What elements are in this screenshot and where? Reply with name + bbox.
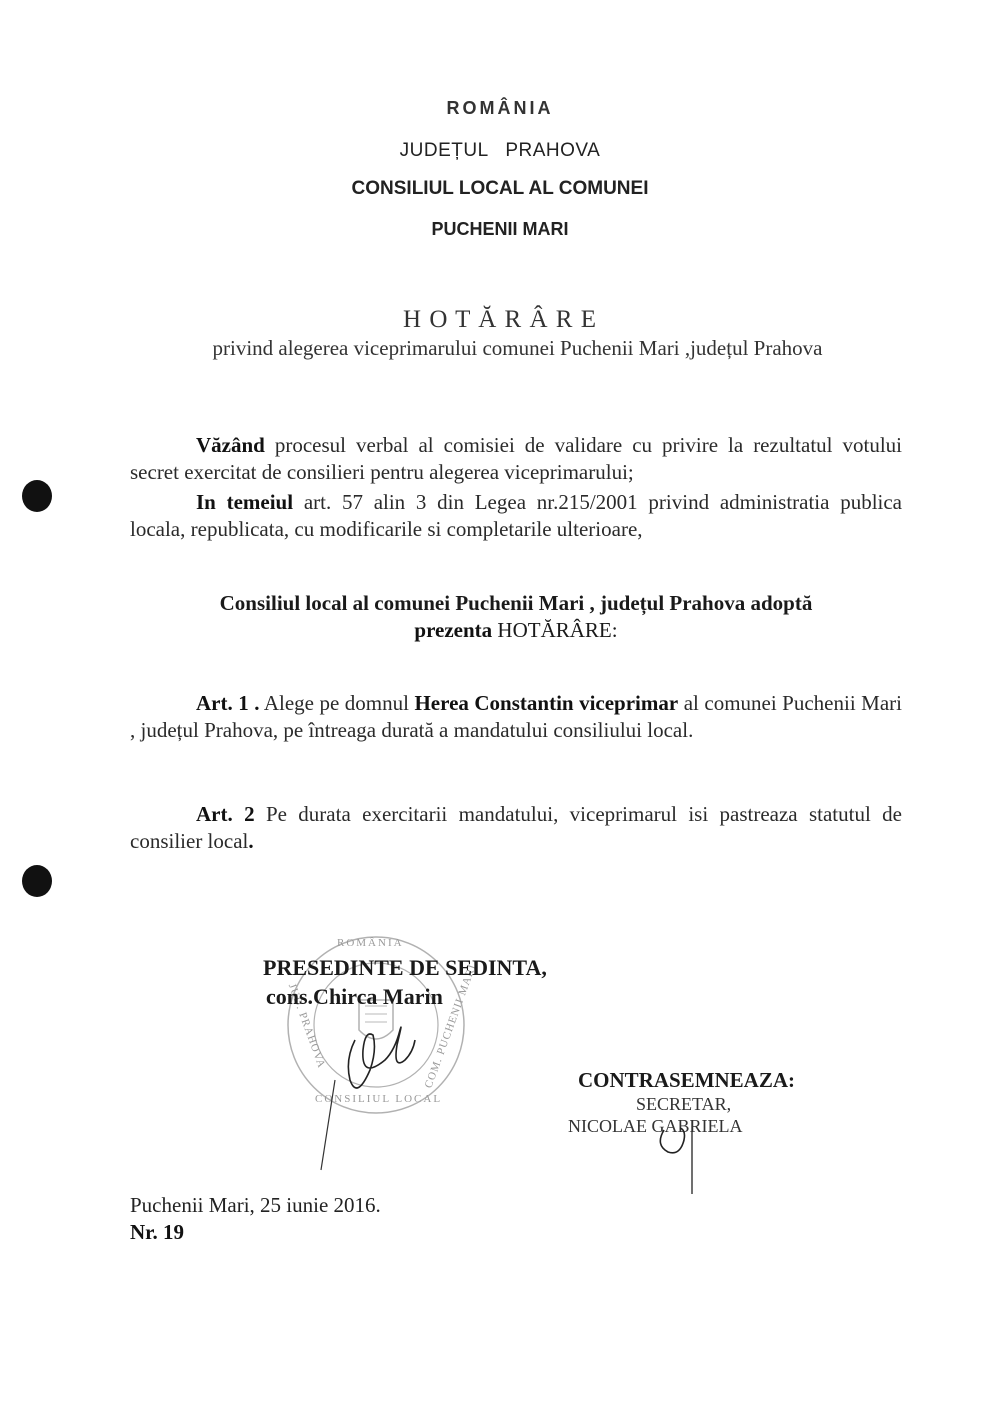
header-country: ROMÂNIA xyxy=(446,98,554,118)
article-1 xyxy=(130,690,902,744)
president-title: PRESEDINTE DE SEDINTA, xyxy=(263,955,547,980)
adoption-line-1: Consiliul local al comunei Puchenii Mari , județul Prahova adoptă xyxy=(219,591,813,615)
header-council: CONSILIUL LOCAL AL COMUNEI xyxy=(351,178,649,199)
preamble-paragraph-2 xyxy=(130,489,902,543)
adoption-line-2 xyxy=(0,618,1000,643)
preamble-2-text: art. 57 alin 3 din Legea nr.215/2001 privind administratia publica locala, republicata, cu modificarile si completarile ulterioare, xyxy=(130,490,903,541)
stamp-text-right: COM. PUCHENII MARI xyxy=(422,962,479,1090)
decision-title: H O T Ă R Â R E xyxy=(403,306,597,333)
article-2 xyxy=(130,801,902,855)
header-commune: PUCHENII MARI xyxy=(431,219,569,239)
preamble-paragraph-1 xyxy=(130,432,902,486)
article-2-bold: . xyxy=(248,829,254,853)
stamp-text-left: JUD. PRAHOVA xyxy=(285,981,328,1071)
stamp-text-bottom: CONSILIUL LOCAL xyxy=(315,1093,443,1105)
article-2-label: Art. 2 xyxy=(196,802,255,826)
article-2-text-a: Pe durata exercitarii mandatului, viceprimarul isi pastreaza statutul de consilier local xyxy=(130,802,902,853)
preamble-2-bold: In temeiul xyxy=(196,490,294,514)
preamble-1-text: procesul verbal al comisiei de validare cu privire la rezultatul votului secret exercitat de consilieri pentru alegerea viceprimarului; xyxy=(130,433,902,484)
preamble-1-bold: Văzând xyxy=(196,433,265,457)
secretary-title: SECRETAR, xyxy=(636,1094,732,1114)
secretary-name: NICOLAE GABRIELA xyxy=(568,1116,743,1136)
president-signature xyxy=(315,990,435,1180)
president-name: cons.Chirca Marin xyxy=(266,984,443,1009)
header-county: JUDEȚUL PRAHOVA xyxy=(399,140,601,161)
article-1-label: Art. 1 . xyxy=(196,691,260,715)
punch-hole-top xyxy=(22,480,52,512)
article-1-text-a: Alege pe domnul xyxy=(259,691,415,715)
adoption-line-2-bold: prezenta xyxy=(414,618,498,642)
place-date: Puchenii Mari, 25 iunie 2016. xyxy=(130,1193,381,1217)
stamp-text-top: ROMÂNIA xyxy=(337,937,404,949)
article-1-text-b: al comunei Puchenii Mari , județul Prahova, pe întreaga durată a mandatului consiliului local. xyxy=(130,691,902,742)
decision-number: Nr. 19 xyxy=(130,1220,185,1244)
decision-subtitle: privind alegerea viceprimarului comunei Puchenii Mari ,județul Prahova xyxy=(212,336,823,360)
countersign-title: CONTRASEMNEAZA: xyxy=(578,1068,796,1092)
adoption-line-2-text: HOTĂRÂRE: xyxy=(497,618,618,642)
article-1-bold: Herea Constantin viceprimar xyxy=(414,691,679,715)
secretary-signature xyxy=(650,1090,730,1200)
punch-hole-bottom xyxy=(22,865,52,897)
